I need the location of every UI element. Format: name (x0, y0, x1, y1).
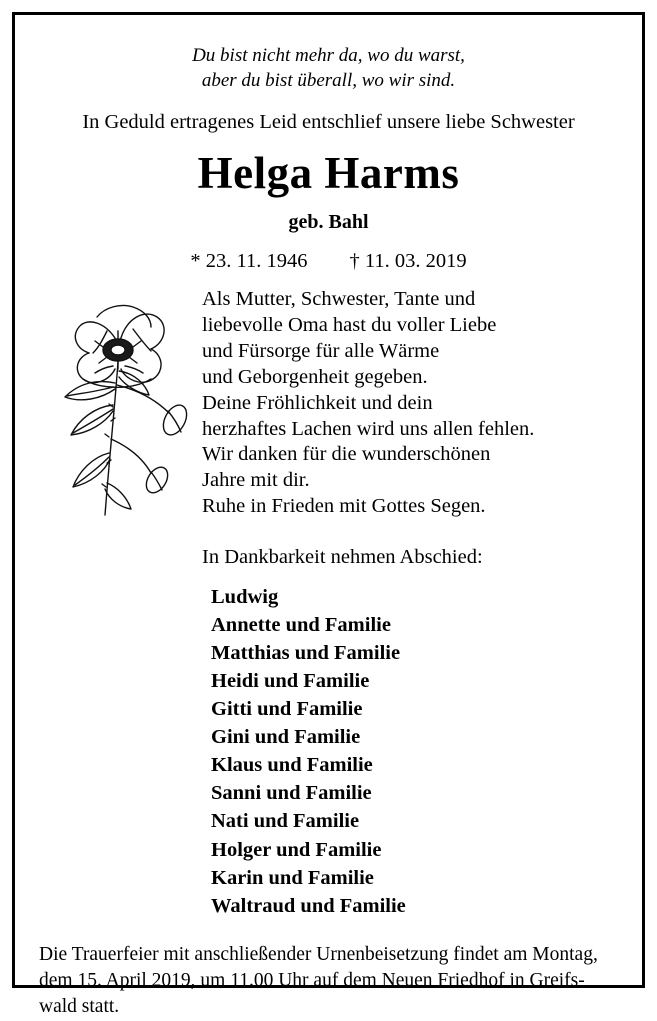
mourners-list (211, 583, 620, 920)
verse-line-1: Du bist nicht mehr da, wo du warst, (192, 45, 465, 66)
list-item: Gini und Familie (211, 726, 361, 749)
life-dates (37, 250, 620, 273)
list-item: Sanni und Familie (211, 782, 372, 805)
poem-and-illustration (37, 287, 620, 919)
poem-line-7: Wir danken für die wunderschönen (202, 443, 491, 466)
obituary-content (15, 15, 642, 1018)
list-item: Holger und Familie (211, 838, 382, 861)
poem-text (202, 287, 620, 519)
list-item: Matthias und Familie (211, 642, 401, 665)
verse-line-2: aber du bist überall, wo wir sind. (201, 70, 456, 92)
poem-line-9: Ruhe in Frieden mit Gottes Segen. (202, 495, 486, 518)
poem-line-5: Deine Fröhlichkeit und dein (202, 391, 433, 414)
poem-line-6: herzhaftes Lachen wird uns allen fehlen. (202, 417, 535, 440)
footer-line-2: dem 15. April 2019, um 11.00 Uhr auf dem Neuen Friedhof in Greifs- (39, 970, 585, 992)
list-item: Heidi und Familie (211, 670, 370, 693)
poem-line-2: liebevolle Oma hast du voller Liebe (202, 314, 497, 337)
footer-line-3: wald statt. (39, 996, 120, 1018)
maiden-name: geb. Bahl (288, 211, 369, 234)
list-item: Nati und Familie (211, 810, 360, 833)
list-item: Karin und Familie (211, 866, 374, 889)
death-date: † 11. 03. 2019 (349, 250, 467, 273)
list-item: Gitti und Familie (211, 698, 363, 721)
footer-line-1: Die Trauerfeier mit anschließender Urnenbeisetzung findet am Montag, (39, 943, 598, 965)
birth-date: * 23. 11. 1946 (190, 250, 308, 273)
poem-line-3: und Fürsorge für alle Wärme (202, 340, 440, 363)
poem-line-8: Jahre mit dir. (202, 469, 310, 492)
list-item: Annette und Familie (211, 613, 391, 636)
funeral-details (37, 942, 620, 1021)
obituary-frame (12, 12, 645, 1018)
thanks-heading: In Dankbarkeit nehmen Abschied: (202, 545, 483, 568)
list-item: Ludwig (211, 585, 279, 608)
memorial-verse (37, 43, 620, 93)
list-item: Klaus und Familie (211, 754, 373, 777)
poppy-flower-illustration (47, 287, 197, 527)
poem-line-1: Als Mutter, Schwester, Tante und (202, 288, 476, 311)
intro-text: In Geduld ertragenes Leid entschlief unsere liebe Schwester (82, 111, 575, 134)
deceased-name: Helga Harms (197, 148, 460, 199)
poem-line-4: und Geborgenheit gegeben. (202, 365, 428, 388)
list-item: Waltraud und Familie (211, 894, 406, 917)
